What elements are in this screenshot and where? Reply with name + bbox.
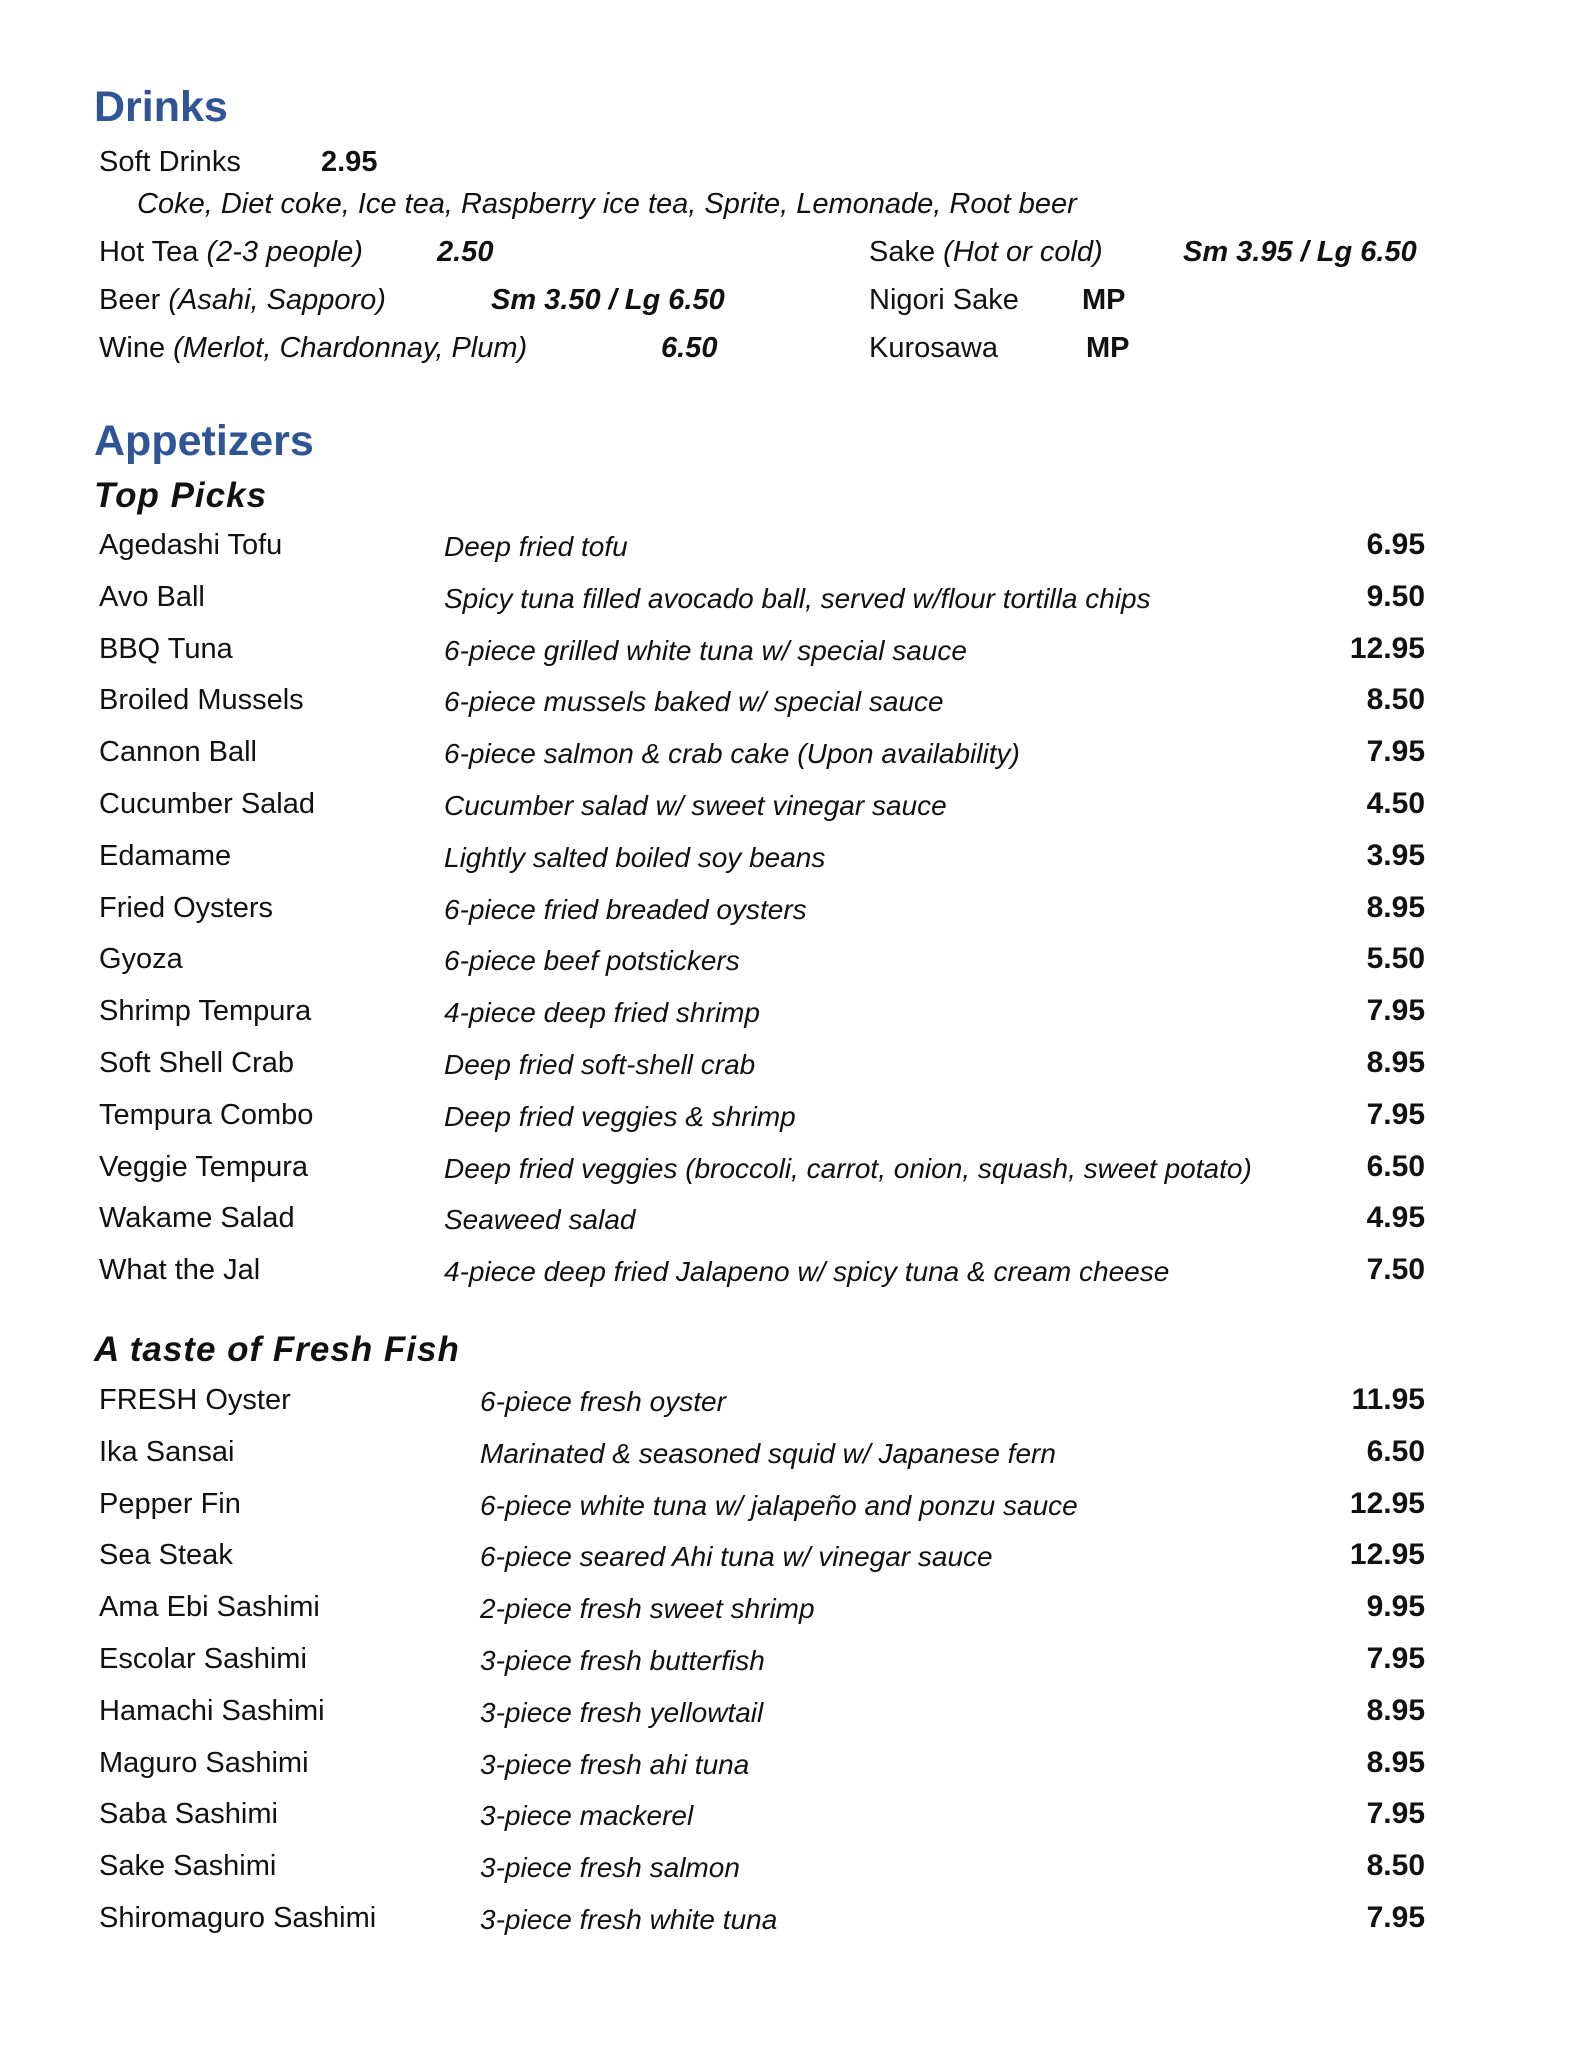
beer-price: Sm 3.50 / Lg 6.50	[491, 284, 725, 316]
menu-item-name: BBQ Tuna	[99, 632, 233, 665]
menu-item-price: 6.95	[1366, 528, 1425, 561]
menu-item-description: Deep fried veggies (broccoli, carrot, onion, squash, sweet potato)	[444, 1152, 1252, 1184]
menu-item-name: Veggie Tempura	[99, 1150, 309, 1183]
menu-item-price: 7.95	[1366, 1642, 1425, 1675]
menu-item-price: 9.50	[1366, 579, 1425, 613]
menu-item-name: Hamachi Sashimi	[99, 1694, 325, 1727]
menu-item-price: 4.50	[1366, 787, 1425, 820]
beer-name	[99, 286, 386, 315]
menu-item-price: 9.95	[1366, 1590, 1425, 1624]
soft-drinks-name: Soft Drinks	[99, 146, 241, 178]
menu-item-price: 5.50	[1366, 942, 1425, 976]
menu-item-description: 4-piece deep fried shrimp	[444, 997, 760, 1029]
menu-item-name: Broiled Mussels	[99, 684, 304, 717]
menu-item-price: 7.95	[1366, 1797, 1425, 1831]
menu-item-price: 7.50	[1366, 1253, 1425, 1287]
appetizers-heading: Appetizers	[94, 417, 314, 465]
menu-item-name: Sea Steak	[99, 1539, 233, 1572]
menu-item-description: 6-piece grilled white tuna w/ special sauce	[444, 634, 967, 666]
menu-item-description: 6-piece fried breaded oysters	[444, 893, 807, 925]
menu-item-price: 7.95	[1366, 735, 1425, 769]
menu-item-description: Spicy tuna filled avocado ball, served w/flour tortilla chips	[444, 582, 1151, 614]
menu-item-name: FRESH Oyster	[99, 1384, 291, 1416]
menu-item-description: Deep fried veggies & shrimp	[444, 1100, 796, 1132]
menu-item-price: 8.95	[1366, 890, 1425, 924]
hot-tea-note: (2-3 people)	[206, 236, 363, 268]
menu-item-description: 3-piece mackerel	[480, 1800, 694, 1832]
menu-item-price: 6.50	[1366, 1149, 1425, 1183]
menu-item-name: Soft Shell Crab	[99, 1047, 295, 1079]
menu-item-name: Shiromaguro Sashimi	[99, 1902, 377, 1934]
menu-item-description: Deep fried tofu	[444, 531, 628, 562]
menu-item-description: 3-piece fresh butterfish	[480, 1645, 765, 1676]
wine-label: Wine	[99, 332, 166, 364]
menu-item-price: 11.95	[1351, 1383, 1425, 1416]
sake-name	[869, 238, 1103, 267]
sake-note: (Hot or cold)	[943, 236, 1103, 268]
beer-label: Beer	[99, 284, 161, 316]
menu-item-price: 12.95	[1349, 631, 1425, 665]
menu-item-price: 7.95	[1366, 994, 1425, 1028]
menu-item-price: 8.50	[1366, 683, 1425, 717]
wine-name	[99, 334, 527, 363]
menu-item-description: 2-piece fresh sweet shrimp	[480, 1593, 815, 1625]
menu-item-name: Escolar Sashimi	[99, 1643, 307, 1675]
menu-item-name: Ika Sansai	[99, 1435, 235, 1468]
menu-item-description: Seaweed salad	[444, 1204, 636, 1236]
menu-item-price: 8.50	[1366, 1849, 1425, 1883]
fresh-fish-heading: A taste of Fresh Fish	[94, 1330, 460, 1369]
menu-item-name: Shrimp Tempura	[99, 995, 312, 1028]
menu-item-description: 6-piece mussels baked w/ special sauce	[444, 686, 944, 718]
wine-note: (Merlot, Chardonnay, Plum)	[173, 332, 528, 364]
menu-item-name: Agedashi Tofu	[99, 529, 283, 561]
sake-label: Sake	[869, 236, 936, 268]
nigori-sake-name: Nigori Sake	[869, 284, 1019, 316]
menu-item-description: 6-piece beef potstickers	[444, 945, 740, 977]
menu-item-description: 3-piece fresh yellowtail	[480, 1696, 764, 1728]
menu-item-name: Fried Oysters	[99, 891, 274, 924]
menu-item-description: 3-piece fresh salmon	[480, 1852, 740, 1884]
menu-item-price: 8.95	[1366, 1046, 1425, 1079]
menu-item-description: 6-piece salmon & crab cake (Upon availability)	[444, 738, 1020, 770]
soft-drinks-list: Coke, Diet coke, Ice tea, Raspberry ice tea, Sprite, Lemonade, Root beer	[137, 188, 1077, 220]
menu-item-price: 8.95	[1366, 1693, 1425, 1727]
nigori-sake-price: MP	[1082, 284, 1126, 316]
menu-item-name: Cannon Ball	[99, 736, 257, 769]
menu-item-price: 3.95	[1366, 838, 1425, 872]
drinks-heading: Drinks	[94, 83, 228, 131]
menu-item-description: 3-piece fresh ahi tuna	[480, 1748, 750, 1780]
beer-note: (Asahi, Sapporo)	[168, 284, 386, 316]
kurosawa-price: MP	[1086, 332, 1130, 364]
menu-item-price: 12.95	[1349, 1538, 1425, 1572]
hot-tea-name	[99, 238, 363, 267]
kurosawa-name: Kurosawa	[869, 332, 998, 364]
menu-item-name: Sake Sashimi	[99, 1850, 277, 1883]
top-picks-heading: Top Picks	[94, 476, 268, 515]
soft-drinks-price: 2.95	[321, 146, 378, 178]
menu-item-name: Ama Ebi Sashimi	[99, 1591, 320, 1624]
menu-item-description: 6-piece seared Ahi tuna w/ vinegar sauce	[480, 1541, 993, 1573]
menu-item-price: 6.50	[1366, 1434, 1425, 1468]
menu-item-name: Wakame Salad	[99, 1202, 295, 1235]
sake-price: Sm 3.95 / Lg 6.50	[1183, 236, 1417, 268]
menu-item-description: 6-piece fresh oyster	[480, 1386, 726, 1417]
menu-item-name: Pepper Fin	[99, 1487, 241, 1520]
menu-item-description: Cucumber salad w/ sweet vinegar sauce	[444, 790, 947, 821]
menu-item-name: Avo Ball	[99, 580, 205, 613]
menu-item-price: 7.95	[1366, 1901, 1425, 1934]
menu-item-name: Saba Sashimi	[99, 1798, 278, 1831]
menu-item-description: 3-piece fresh white tuna	[480, 1904, 778, 1935]
menu-item-price: 4.95	[1366, 1201, 1425, 1235]
menu-item-name: Tempura Combo	[99, 1098, 314, 1131]
menu-item-description: Lightly salted boiled soy beans	[444, 841, 826, 873]
menu-item-name: Gyoza	[99, 943, 183, 976]
wine-price: 6.50	[661, 332, 718, 364]
menu-item-description: 6-piece white tuna w/ jalapeño and ponzu sauce	[480, 1489, 1078, 1521]
menu-item-name: Cucumber Salad	[99, 788, 315, 820]
menu-item-description: Marinated & seasoned squid w/ Japanese fern	[480, 1437, 1056, 1469]
menu-item-description: Deep fried soft-shell crab	[444, 1049, 756, 1080]
hot-tea-label: Hot Tea	[99, 236, 199, 268]
menu-item-price: 12.95	[1349, 1486, 1425, 1520]
menu-item-description: 4-piece deep fried Jalapeno w/ spicy tuna & cream cheese	[444, 1256, 1170, 1288]
menu-item-name: Maguro Sashimi	[99, 1746, 309, 1779]
menu-item-price: 7.95	[1366, 1097, 1425, 1131]
menu-item-name: What the Jal	[99, 1254, 261, 1287]
menu-item-name: Edamame	[99, 839, 232, 872]
hot-tea-price: 2.50	[437, 236, 494, 268]
menu-item-price: 8.95	[1366, 1745, 1425, 1779]
